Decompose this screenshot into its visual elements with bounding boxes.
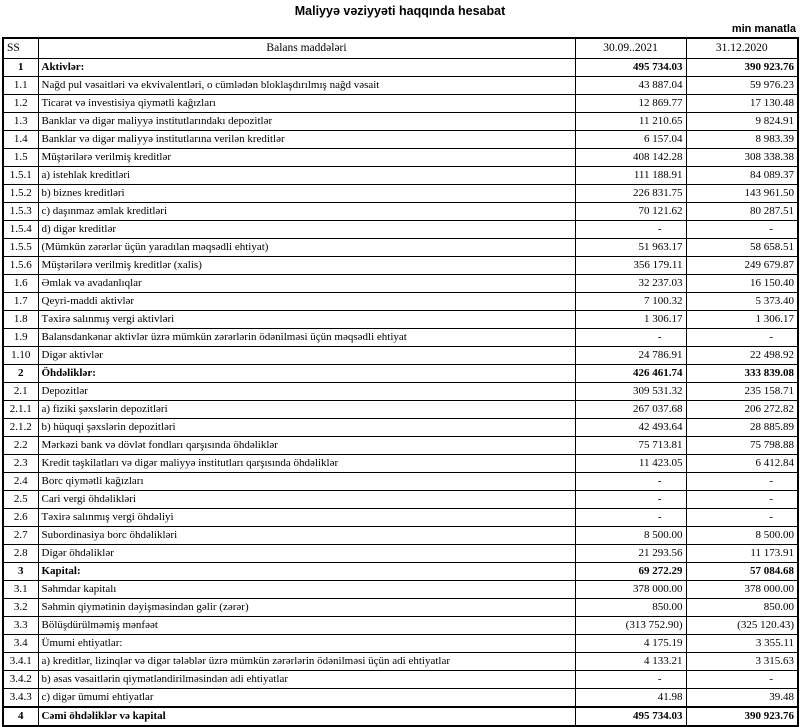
row-value-2020: 22 498.92 [686,347,798,365]
row-value-2020: - [686,509,798,527]
row-value-2021: 75 713.81 [575,437,686,455]
row-item-label: c) digər ümumi ehtiyatlar [38,689,575,708]
row-item-label: Müştərilərə verilmiş kreditlər [38,149,575,167]
table-row [3,599,798,617]
row-item-label: Ümumi ehtiyatlar: [38,635,575,653]
row-value-2021: 32 237.03 [575,275,686,293]
row-value-2021: 6 157.04 [575,131,686,149]
row-item-label: Aktivlər: [38,59,575,77]
row-ss: 3.4.3 [3,689,38,708]
row-value-2020: 8 500.00 [686,527,798,545]
table-row [3,311,798,329]
row-value-2020: 39.48 [686,689,798,708]
row-ss: 1.7 [3,293,38,311]
row-value-2020: 378 000.00 [686,581,798,599]
row-ss: 1.4 [3,131,38,149]
row-ss: 1.5.3 [3,203,38,221]
row-item-label: Digər aktivlər [38,347,575,365]
row-value-2020: 143 961.50 [686,185,798,203]
row-value-2021: 12 869.77 [575,95,686,113]
row-item-label: Bölüşdürülməmiş mənfəət [38,617,575,635]
table-row [3,635,798,653]
row-item-label: a) istehlak kreditləri [38,167,575,185]
table-row [3,95,798,113]
table-row [3,545,798,563]
row-item-label: Səhmin qiymətinin dəyişməsindən gəlir (zərər) [38,599,575,617]
row-value-2021: 21 293.56 [575,545,686,563]
row-item-label: Təxirə salınmış vergi öhdəliyi [38,509,575,527]
table-row [3,671,798,689]
row-ss: 2.4 [3,473,38,491]
row-value-2020: 28 885.89 [686,419,798,437]
row-item-label: b) əsas vəsaitlərin qiymətləndirilməsindən adi ehtiyatlar [38,671,575,689]
row-value-2020: 84 089.37 [686,167,798,185]
table-row [3,275,798,293]
row-value-2020: 59 976.23 [686,77,798,95]
table-row [3,653,798,671]
row-ss: 1 [3,59,38,77]
row-value-2020: 235 158.71 [686,383,798,401]
row-value-2020: 3 315.63 [686,653,798,671]
row-value-2021: 850.00 [575,599,686,617]
row-item-label: Səhmdar kapitalı [38,581,575,599]
row-ss: 2.5 [3,491,38,509]
row-item-label: Kredit təşkilatları və digər maliyyə institutları qarşısında öhdəliklər [38,455,575,473]
row-item-label: Depozitlər [38,383,575,401]
row-item-label: Cəmi öhdəliklər və kapital [38,707,575,726]
row-item-label: Qeyri-maddi aktivlər [38,293,575,311]
row-ss: 2.6 [3,509,38,527]
table-row [3,203,798,221]
row-item-label: Təxirə salınmış vergi aktivləri [38,311,575,329]
table-row [3,293,798,311]
row-item-label: d) digər kreditlər [38,221,575,239]
table-row [3,329,798,347]
row-value-2020: - [686,671,798,689]
row-value-2021: 4 175.19 [575,635,686,653]
row-value-2020: - [686,329,798,347]
row-value-2020: 11 173.91 [686,545,798,563]
row-value-2020: - [686,473,798,491]
row-value-2021: 41.98 [575,689,686,708]
row-item-label: a) fiziki şəxslərin depozitləri [38,401,575,419]
table-row [3,185,798,203]
row-item-label: b) hüquqi şəxslərin depozitləri [38,419,575,437]
row-value-2021: 69 272.29 [575,563,686,581]
table-row [3,365,798,383]
row-item-label: Banklar və digər maliyyə institutlarına verilən kreditlər [38,131,575,149]
row-value-2021: 70 121.62 [575,203,686,221]
page-title: Maliyyə vəziyyəti haqqında hesabat [294,4,506,18]
row-item-label: b) biznes kreditləri [38,185,575,203]
table-row [3,167,798,185]
row-value-2021: 226 831.75 [575,185,686,203]
row-ss: 3.3 [3,617,38,635]
table-row [3,239,798,257]
row-value-2021: - [575,329,686,347]
row-value-2021: 4 133.21 [575,653,686,671]
row-ss: 1.5.4 [3,221,38,239]
header-ss: SS [3,38,38,59]
row-value-2021: - [575,221,686,239]
table-row [3,707,798,726]
row-ss: 3.1 [3,581,38,599]
row-value-2020: 58 658.51 [686,239,798,257]
row-value-2021: 11 423.05 [575,455,686,473]
row-ss: 2.1 [3,383,38,401]
table-row [3,59,798,77]
row-value-2020: 16 150.40 [686,275,798,293]
row-ss: 1.8 [3,311,38,329]
table-row [3,563,798,581]
row-ss: 1.5.2 [3,185,38,203]
row-value-2020: - [686,221,798,239]
table-row [3,689,798,708]
table-row [3,113,798,131]
row-item-label: Balansdankənar aktivlər üzrə mümkün zərərlərin ödənilməsi üçün məqsədli ehtiyat [38,329,575,347]
row-item-label: (Mümkün zərərlər üçün yaradılan məqsədli ehtiyat) [38,239,575,257]
row-value-2020: - [686,491,798,509]
row-value-2021: - [575,509,686,527]
row-value-2021: 309 531.32 [575,383,686,401]
row-item-label: Cari vergi öhdəlikləri [38,491,575,509]
row-value-2021: 1 306.17 [575,311,686,329]
row-value-2020: 57 084.68 [686,563,798,581]
table-row [3,617,798,635]
row-value-2021: 43 887.04 [575,77,686,95]
row-value-2021: 426 461.74 [575,365,686,383]
row-value-2021: 7 100.32 [575,293,686,311]
table-row [3,509,798,527]
row-ss: 1.3 [3,113,38,131]
row-value-2021: 378 000.00 [575,581,686,599]
row-value-2021: 495 734.03 [575,59,686,77]
row-ss: 2.8 [3,545,38,563]
table-row [3,491,798,509]
table-row [3,401,798,419]
table-body [3,59,798,727]
row-ss: 3 [3,563,38,581]
row-ss: 1.10 [3,347,38,365]
row-ss: 3.2 [3,599,38,617]
row-ss: 1.5 [3,149,38,167]
row-item-label: Mərkəzi bank və dövlət fondları qarşısında öhdəliklər [38,437,575,455]
row-value-2020: 333 839.08 [686,365,798,383]
row-item-label: Ticarət və investisiya qiymətli kağızları [38,95,575,113]
row-value-2020: 6 412.84 [686,455,798,473]
row-value-2021: 42 493.64 [575,419,686,437]
table-row [3,77,798,95]
table-row [3,581,798,599]
row-item-label: Nağd pul vəsaitləri və ekvivalentləri, o cümlədən bloklaşdırılmış nağd vəsait [38,77,575,95]
row-value-2021: - [575,473,686,491]
row-value-2020: 5 373.40 [686,293,798,311]
row-item-label: Borc qiymətli kağızları [38,473,575,491]
row-value-2021: - [575,671,686,689]
row-ss: 1.5.6 [3,257,38,275]
row-value-2021: 356 179.11 [575,257,686,275]
row-ss: 2.7 [3,527,38,545]
row-ss: 1.9 [3,329,38,347]
row-ss: 3.4 [3,635,38,653]
row-value-2021: - [575,491,686,509]
row-ss: 1.5.1 [3,167,38,185]
row-ss: 2.1.2 [3,419,38,437]
row-item-label: a) kreditlər, lizinqlər və digər tələblər üzrə mümkün zərərlərin ödənilməsi üçün adi ehtiyatlar [38,653,575,671]
row-ss: 3.4.1 [3,653,38,671]
row-item-label: Müştərilərə verilmiş kreditlər (xalis) [38,257,575,275]
row-value-2021: 11 210.65 [575,113,686,131]
row-value-2020: 390 923.76 [686,59,798,77]
row-item-label: Digər öhdəliklər [38,545,575,563]
row-value-2021: 24 786.91 [575,347,686,365]
table-row [3,419,798,437]
row-ss: 1.2 [3,95,38,113]
row-value-2020: 308 338.38 [686,149,798,167]
row-value-2021: 111 188.91 [575,167,686,185]
row-item-label: Öhdəliklər: [38,365,575,383]
row-value-2021: (313 752.90) [575,617,686,635]
header-date-2021: 30.09..2021 [575,38,686,59]
row-value-2021: 267 037.68 [575,401,686,419]
unit-note: min manatla [731,23,796,35]
row-value-2020: 17 130.48 [686,95,798,113]
row-value-2021: 8 500.00 [575,527,686,545]
row-ss: 4 [3,707,38,726]
row-item-label: Əmlak və avadanlıqlar [38,275,575,293]
table-row [3,455,798,473]
row-ss: 3.4.2 [3,671,38,689]
table-header-row [3,38,798,59]
row-ss: 2.3 [3,455,38,473]
row-value-2020: 206 272.82 [686,401,798,419]
row-item-label: c) daşınmaz əmlak kreditləri [38,203,575,221]
balance-sheet-table [2,37,799,727]
header-date-2020: 31.12.2020 [686,38,798,59]
row-ss: 2.2 [3,437,38,455]
table-row [3,131,798,149]
table-row [3,527,798,545]
table-row [3,473,798,491]
row-item-label: Kapital: [38,563,575,581]
row-value-2020: 390 923.76 [686,707,798,726]
row-ss: 1.1 [3,77,38,95]
row-value-2021: 408 142.28 [575,149,686,167]
table-row [3,221,798,239]
table-row [3,437,798,455]
table-row [3,347,798,365]
row-value-2020: 1 306.17 [686,311,798,329]
row-item-label: Banklar və digər maliyyə institutlarındakı depozitlər [38,113,575,131]
row-value-2020: 249 679.87 [686,257,798,275]
row-value-2020: 8 983.39 [686,131,798,149]
row-value-2020: 3 355.11 [686,635,798,653]
row-value-2020: 75 798.88 [686,437,798,455]
row-value-2020: 850.00 [686,599,798,617]
table-row [3,149,798,167]
table-row [3,257,798,275]
row-ss: 1.5.5 [3,239,38,257]
row-item-label: Subordinasiya borc öhdəlikləri [38,527,575,545]
row-value-2020: 80 287.51 [686,203,798,221]
row-ss: 2.1.1 [3,401,38,419]
row-value-2020: 9 824.91 [686,113,798,131]
row-value-2020: (325 120.43) [686,617,798,635]
row-value-2021: 495 734.03 [575,707,686,726]
header-item: Balans maddələri [38,38,575,59]
table-row [3,383,798,401]
row-ss: 1.6 [3,275,38,293]
row-value-2021: 51 963.17 [575,239,686,257]
row-ss: 2 [3,365,38,383]
